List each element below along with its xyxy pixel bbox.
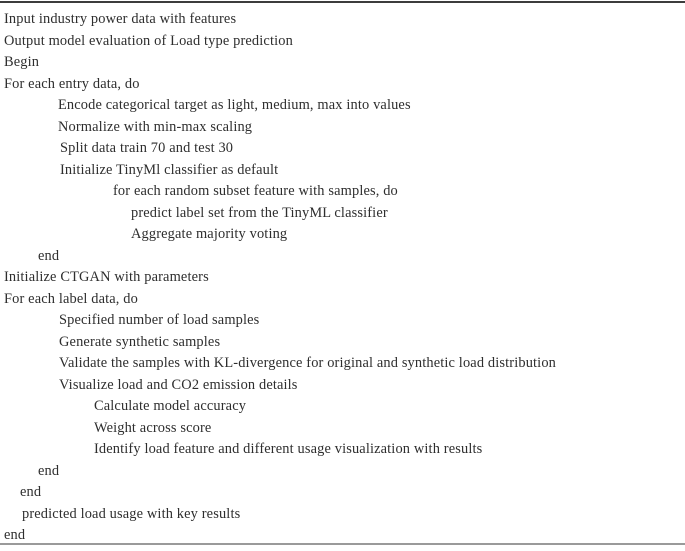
algorithm-line: Calculate model accuracy xyxy=(94,398,247,414)
algorithm-line: Output model evaluation of Load type prediction xyxy=(4,32,293,49)
algorithm-line: end xyxy=(38,247,60,264)
algorithm-line: Aggregate majority voting xyxy=(131,226,288,242)
algorithm-line: Input industry power data with features xyxy=(4,11,237,27)
top-rule-divider xyxy=(0,1,685,3)
algorithm-line: for each random subset feature with samples, do xyxy=(113,183,398,199)
algorithm-line: end xyxy=(20,484,42,500)
algorithm-line: end xyxy=(38,462,60,479)
algorithm-line: Initialize CTGAN with parameters xyxy=(4,269,209,285)
algorithm-line: Specified number of load samples xyxy=(59,312,260,328)
algorithm-line: Generate synthetic samples xyxy=(59,333,221,350)
algorithm-line: predicted load usage with key results xyxy=(22,505,241,522)
bottom-rule-divider xyxy=(0,543,685,545)
algorithm-line: Begin xyxy=(4,54,40,70)
algorithm-line: For each label data, do xyxy=(4,290,138,307)
algorithm-line: Weight across score xyxy=(94,419,212,436)
algorithm-line: Visualize load and CO2 emission details xyxy=(59,376,298,393)
algorithm-pseudocode-body xyxy=(0,9,685,547)
algorithm-line: end xyxy=(4,527,26,543)
algorithm-line: For each entry data, do xyxy=(4,75,140,92)
algorithm-line: Initialize TinyMl classifier as default xyxy=(60,161,279,178)
algorithm-line: Encode categorical target as light, medium, max into values xyxy=(58,97,411,113)
algorithm-line: predict label set from the TinyML classifier xyxy=(131,204,388,221)
algorithm-line: Validate the samples with KL-divergence for original and synthetic load distribution xyxy=(59,355,556,371)
algorithm-line: Normalize with min-max scaling xyxy=(58,118,253,135)
algorithm-line: Identify load feature and different usage visualization with results xyxy=(94,441,483,457)
algorithm-line: Split data train 70 and test 30 xyxy=(60,140,234,156)
